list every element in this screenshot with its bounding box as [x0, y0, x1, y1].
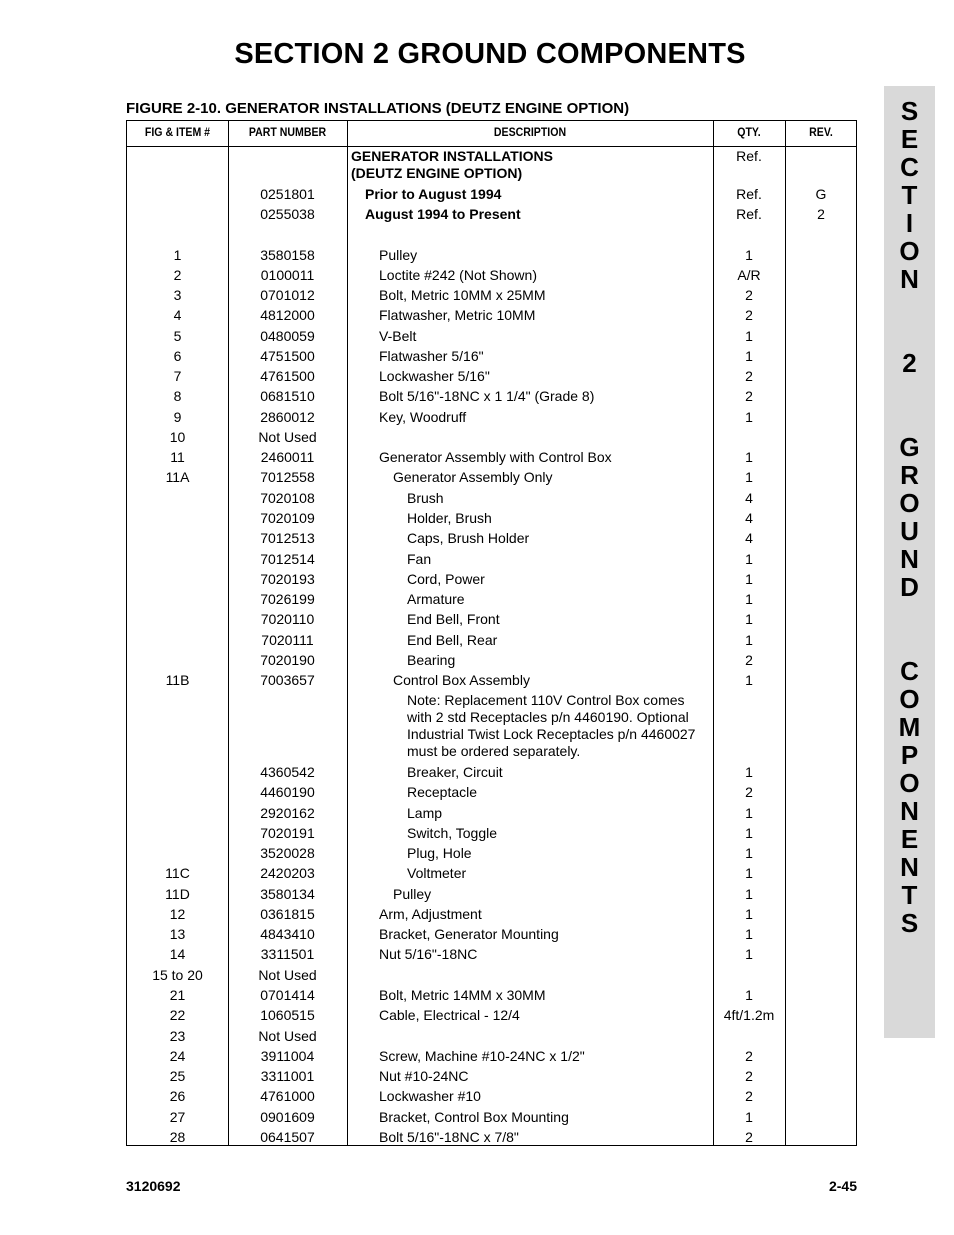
description-cell: Nut 5/16"-18NC — [379, 946, 478, 962]
qty-cell: 1 — [745, 591, 753, 607]
part-number-cell: 7020109 — [260, 510, 315, 526]
rev-cell: 2 — [817, 206, 825, 222]
header-divider — [127, 146, 856, 147]
description-cell: Switch, Toggle — [407, 825, 498, 841]
description-cell: V-Belt — [379, 328, 417, 344]
header-description: DESCRIPTION — [493, 125, 567, 139]
part-number-cell: 2460011 — [260, 449, 315, 465]
description-cell: Flatwasher 5/16" — [379, 348, 484, 364]
description-cell: End Bell, Rear — [407, 632, 498, 648]
description-cell: Pulley — [379, 247, 418, 263]
qty-cell: 2 — [745, 1048, 753, 1064]
page-title: SECTION 2 GROUND COMPONENTS — [234, 38, 746, 70]
description-cell: Cord, Power — [407, 571, 485, 587]
part-number-cell: 2420203 — [260, 865, 315, 881]
part-number-cell: 3911004 — [260, 1048, 315, 1064]
side-tab-letter — [884, 405, 935, 433]
side-tab-letter: E — [900, 124, 919, 154]
side-tab-letter — [884, 629, 935, 657]
fig-item-cell: 10 — [169, 429, 186, 445]
column-divider — [347, 121, 348, 1145]
fig-item-cell: 25 — [169, 1068, 186, 1084]
part-number-cell: Not Used — [258, 429, 317, 445]
side-tab-letter: N — [900, 796, 919, 826]
document-number: 3120692 — [126, 1178, 181, 1194]
fig-item-cell: 5 — [173, 328, 182, 344]
part-number-cell: 3311501 — [260, 946, 315, 962]
part-number-cell: 3580134 — [260, 886, 315, 902]
fig-item-cell: 11D — [165, 886, 190, 902]
qty-cell: 4 — [745, 530, 753, 546]
description-cell: Brush — [407, 490, 444, 506]
part-number-cell: 4460190 — [260, 784, 315, 800]
qty-cell: 1 — [745, 632, 753, 648]
side-tab-letter: O — [899, 236, 920, 266]
part-number-cell: 0641507 — [260, 1129, 315, 1145]
qty-cell: 2 — [745, 1068, 753, 1084]
part-number-cell: 7020110 — [260, 611, 315, 627]
part-number-cell: 0361815 — [260, 906, 315, 922]
part-number-cell: 1060515 — [260, 1007, 315, 1023]
description-cell: Note: Replacement 110V Control Box comes with 2 std Receptacles p/n 4460190. Optional Industrial Twist Lock Receptacles p/n 4460027 must be ordered separately. — [407, 692, 696, 759]
description-cell: Bracket, Generator Mounting — [379, 926, 559, 942]
qty-cell: 1 — [745, 469, 753, 485]
description-cell: End Bell, Front — [407, 611, 500, 627]
qty-cell: 1 — [745, 987, 753, 1003]
description-cell: Bolt, Metric 10MM x 25MM — [379, 287, 546, 303]
qty-cell: 1 — [745, 449, 753, 465]
part-number-cell: 0251801 — [260, 186, 315, 202]
part-number-cell: 3520028 — [260, 845, 315, 861]
side-tab-letter: S — [900, 96, 919, 126]
description-cell: Pulley — [393, 886, 432, 902]
side-tab-letter — [884, 321, 935, 349]
description-cell: Armature — [407, 591, 465, 607]
part-number-cell: 0901609 — [260, 1109, 315, 1125]
fig-item-cell: 4 — [173, 307, 182, 323]
qty-cell: 1 — [745, 348, 753, 364]
part-number-cell: 0100011 — [260, 267, 315, 283]
description-cell: Screw, Machine #10-24NC x 1/2" — [379, 1048, 585, 1064]
description-cell: Lamp — [407, 805, 443, 821]
qty-cell: 1 — [745, 926, 753, 942]
qty-cell: A/R — [737, 267, 761, 283]
qty-cell: 1 — [745, 247, 753, 263]
description-cell: Voltmeter — [407, 865, 467, 881]
qty-cell: 1 — [745, 886, 753, 902]
fig-item-cell: 15 to 20 — [152, 967, 203, 983]
figure-title: FIGURE 2-10. GENERATOR INSTALLATIONS (DEUTZ ENGINE OPTION) — [126, 100, 630, 117]
description-cell: Prior to August 1994 — [365, 186, 502, 202]
description-cell: Breaker, Circuit — [407, 764, 503, 780]
side-tab-letter: N — [900, 544, 919, 574]
qty-cell: 1 — [745, 328, 753, 344]
part-number-cell: 7020190 — [260, 652, 315, 668]
qty-cell: 1 — [745, 764, 753, 780]
part-number-cell: Not Used — [258, 1028, 317, 1044]
part-number-cell: Not Used — [258, 967, 317, 983]
fig-item-cell: 11B — [165, 672, 190, 688]
qty-cell: 2 — [745, 368, 753, 384]
fig-item-cell: 8 — [173, 388, 182, 404]
column-divider — [785, 121, 786, 1145]
header-part-number: PART NUMBER — [248, 125, 327, 139]
qty-cell: 1 — [745, 805, 753, 821]
side-tab-letter: O — [899, 684, 920, 714]
fig-item-cell: 23 — [169, 1028, 186, 1044]
part-number-cell: 7020111 — [261, 632, 314, 648]
part-number-cell: 4761500 — [260, 368, 315, 384]
parts-table — [126, 120, 857, 1146]
fig-item-cell: 2 — [173, 267, 182, 283]
side-tab-letter: G — [899, 432, 920, 462]
qty-cell: 1 — [745, 825, 753, 841]
rev-cell: G — [815, 186, 827, 202]
fig-item-cell: 1 — [173, 247, 182, 263]
side-tab-letter — [884, 293, 935, 321]
description-cell: Caps, Brush Holder — [407, 530, 530, 546]
fig-item-cell: 7 — [173, 368, 182, 384]
qty-cell: 1 — [745, 865, 753, 881]
side-tab-letter: T — [901, 880, 918, 910]
qty-cell: 2 — [745, 784, 753, 800]
qty-cell: 1 — [745, 946, 753, 962]
fig-item-cell: 11C — [165, 865, 190, 881]
side-tab-letter: S — [900, 908, 919, 938]
description-cell: Bolt 5/16"-18NC x 7/8" — [379, 1129, 519, 1145]
description-cell: Fan — [407, 551, 432, 567]
part-number-cell: 4761000 — [260, 1088, 315, 1104]
header-fig-item: FIG & ITEM # — [144, 125, 211, 139]
fig-item-cell: 28 — [169, 1129, 186, 1145]
fig-item-cell: 26 — [169, 1088, 186, 1104]
qty-cell: 2 — [745, 652, 753, 668]
side-tab-letter: N — [900, 852, 919, 882]
description-cell: Holder, Brush — [407, 510, 492, 526]
description-cell: Key, Woodruff — [379, 409, 467, 425]
part-number-cell: 7012514 — [260, 551, 315, 567]
fig-item-cell: 12 — [169, 906, 186, 922]
qty-cell: 2 — [745, 1088, 753, 1104]
description-cell: Plug, Hole — [407, 845, 472, 861]
side-tab-letter: E — [900, 824, 919, 854]
part-number-cell: 4360542 — [260, 764, 315, 780]
qty-cell: 4 — [745, 490, 753, 506]
part-number-cell: 4812000 — [260, 307, 315, 323]
fig-item-cell: 13 — [169, 926, 186, 942]
fig-item-cell: 3 — [173, 287, 182, 303]
side-tab-letter: N — [900, 264, 919, 294]
section-side-tab — [884, 86, 935, 1038]
part-number-cell: 2920162 — [260, 805, 315, 821]
fig-item-cell: 11A — [165, 469, 190, 485]
description-cell: Nut #10-24NC — [379, 1068, 469, 1084]
side-tab-letter: D — [900, 572, 919, 602]
qty-cell: Ref. — [736, 148, 762, 164]
description-cell: Lockwasher #10 — [379, 1088, 481, 1104]
qty-cell: 2 — [745, 287, 753, 303]
qty-cell: 1 — [745, 571, 753, 587]
side-tab-letter: U — [900, 516, 919, 546]
side-tab-letter: O — [899, 488, 920, 518]
qty-cell: 1 — [745, 906, 753, 922]
description-cell: Bolt, Metric 14MM x 30MM — [379, 987, 546, 1003]
part-number-cell: 7020108 — [260, 490, 315, 506]
description-cell: GENERATOR INSTALLATIONS (DEUTZ ENGINE OPTION) — [351, 148, 553, 181]
side-tab-letter: O — [899, 768, 920, 798]
page-number: 2-45 — [828, 1178, 857, 1194]
side-tab-letter: M — [898, 712, 921, 742]
part-number-cell: 2860012 — [260, 409, 315, 425]
description-cell: Loctite #242 (Not Shown) — [379, 267, 537, 283]
description-cell: Lockwasher 5/16" — [379, 368, 490, 384]
header-qty: QTY. — [737, 125, 761, 139]
fig-item-cell: 21 — [169, 987, 186, 1003]
part-number-cell: 4843410 — [260, 926, 315, 942]
qty-cell: Ref. — [736, 206, 762, 222]
fig-item-cell: 24 — [169, 1048, 186, 1064]
part-number-cell: 0701012 — [260, 287, 315, 303]
fig-item-cell: 14 — [169, 946, 186, 962]
header-rev: REV. — [809, 125, 833, 139]
description-cell: Generator Assembly with Control Box — [379, 449, 612, 465]
side-tab-letter: I — [905, 208, 914, 238]
qty-cell: 4ft/1.2m — [723, 1007, 775, 1023]
part-number-cell: 0255038 — [260, 206, 315, 222]
qty-cell: 2 — [745, 307, 753, 323]
part-number-cell: 7020193 — [260, 571, 315, 587]
part-number-cell: 7012558 — [260, 469, 315, 485]
qty-cell: 1 — [745, 409, 753, 425]
description-cell: Receptacle — [407, 784, 478, 800]
side-tab-letter: R — [900, 460, 919, 490]
fig-item-cell: 6 — [173, 348, 182, 364]
qty-cell: 1 — [745, 611, 753, 627]
description-cell: Cable, Electrical - 12/4 — [379, 1007, 520, 1023]
description-cell: Arm, Adjustment — [379, 906, 482, 922]
qty-cell: Ref. — [736, 186, 762, 202]
side-tab-letter — [884, 377, 935, 405]
description-cell: Generator Assembly Only — [393, 469, 553, 485]
description-cell: Bolt 5/16"-18NC x 1 1/4" (Grade 8) — [379, 388, 595, 404]
fig-item-cell: 9 — [173, 409, 182, 425]
side-tab-letter: C — [900, 152, 919, 182]
qty-cell: 1 — [745, 672, 753, 688]
part-number-cell: 3311001 — [260, 1068, 315, 1084]
fig-item-cell: 27 — [169, 1109, 186, 1125]
side-tab-letter — [884, 601, 935, 629]
part-number-cell: 0480059 — [260, 328, 315, 344]
part-number-cell: 3580158 — [260, 247, 315, 263]
part-number-cell: 7026199 — [260, 591, 315, 607]
fig-item-cell: 11 — [170, 449, 185, 465]
qty-cell: 2 — [745, 1129, 753, 1145]
qty-cell: 1 — [745, 1109, 753, 1125]
description-cell: Control Box Assembly — [393, 672, 530, 688]
qty-cell: 1 — [745, 845, 753, 861]
part-number-cell: 7020191 — [260, 825, 315, 841]
description-cell: Bearing — [407, 652, 456, 668]
part-number-cell: 0681510 — [260, 388, 315, 404]
part-number-cell: 0701414 — [260, 987, 315, 1003]
qty-cell: 2 — [745, 388, 753, 404]
side-tab-letter: T — [901, 180, 918, 210]
fig-item-cell: 22 — [169, 1007, 186, 1023]
side-tab-letters — [884, 97, 935, 937]
qty-cell: 1 — [745, 551, 753, 567]
side-tab-letter: C — [900, 656, 919, 686]
part-number-cell: 7003657 — [260, 672, 315, 688]
part-number-cell: 4751500 — [260, 348, 315, 364]
side-tab-letter: P — [900, 740, 919, 770]
description-cell: Flatwasher, Metric 10MM — [379, 307, 536, 323]
part-number-cell: 7012513 — [260, 530, 315, 546]
description-cell: August 1994 to Present — [365, 206, 521, 222]
side-tab-letter: 2 — [902, 348, 917, 378]
qty-cell: 4 — [745, 510, 753, 526]
description-cell: Bracket, Control Box Mounting — [379, 1109, 569, 1125]
